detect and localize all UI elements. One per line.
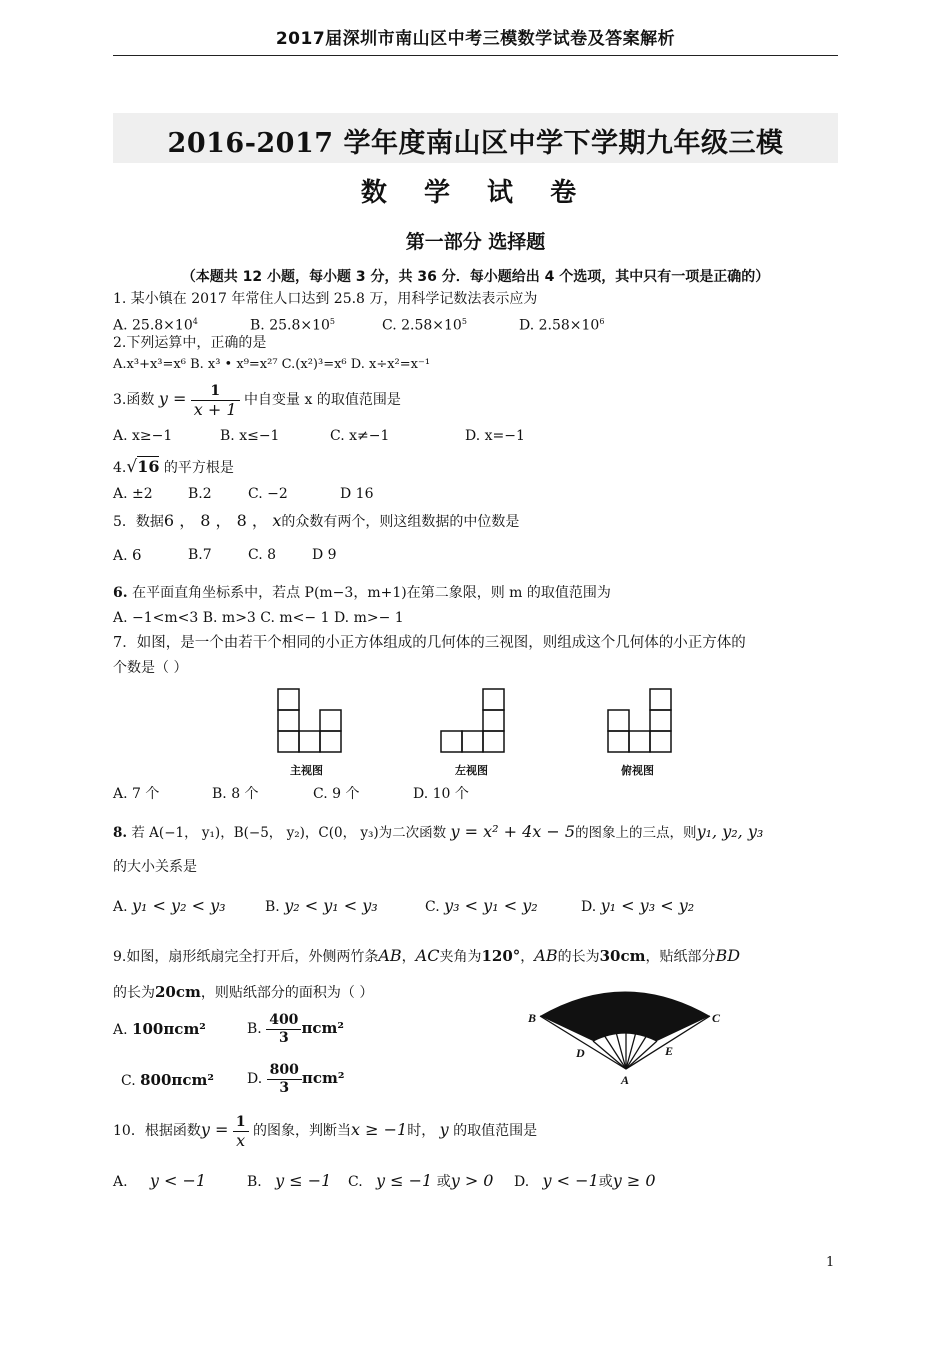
q7-three-views-figure: [270, 686, 690, 756]
q3-option-d: D. x=−1: [465, 428, 525, 444]
section-title: 第一部分 选择题: [405, 231, 546, 253]
q5-option-c: C. 8: [248, 547, 277, 563]
q3-option-a: A. x≥−1: [113, 428, 173, 444]
section-instructions: （本题共 12 小题，每小题 3 分，共 36 分．每小题给出 4 个选项，其中只有一项是正确的）: [181, 269, 770, 285]
q10-fraction: $\frac{1}{x}$: [233, 1114, 249, 1149]
q8-option-c: C. y₃ < y₁ < y₂: [425, 896, 538, 915]
q5-option-b: B.7: [188, 547, 212, 563]
q7-option-c: C. 9 个: [313, 786, 360, 802]
running-header: 2017届深圳市南山区中考三模数学试卷及答案解析: [275, 29, 676, 49]
q3-fraction: $\frac{1}{x + 1}$: [191, 383, 240, 418]
q9-option-b: B. $\frac{400}{3}$ πcm²: [247, 1011, 344, 1046]
q8-option-d: D. y₁ < y₃ < y₂: [581, 896, 695, 915]
exam-title: 2016-2017 学年度南山区中学下学期九年级三模: [167, 128, 784, 159]
q10-stem: 10．根据函数y = $\frac{1}{x}$ 的图象，判断当x ≥ −1时， y 的取值范围是: [113, 1113, 538, 1150]
q1-option-b: B. $25.8\times 10^5$: [250, 317, 335, 334]
q1-option-d: D. $2.58\times 10^6$: [519, 317, 605, 334]
left-view-grid: [441, 689, 504, 752]
top-view-caption: 俯视图: [621, 764, 654, 777]
q3-option-b: B. x≤−1: [220, 428, 280, 444]
exam-subject: 数 学 试 卷: [360, 178, 591, 208]
q9-stem-line2: 的长为20cm，则贴纸部分的面积为（ ）: [113, 983, 374, 1001]
q10-option-b: B. y ≤ −1: [247, 1171, 332, 1190]
q9-option-d: D. $\frac{800}{3}$ πcm²: [247, 1061, 345, 1096]
q7-option-d: D. 10 个: [413, 786, 469, 802]
left-view-caption: 左视图: [455, 764, 488, 777]
q7-stem-line1: 7．如图，是一个由若干个相同的小正方体组成的几何体的三视图，则组成这个几何体的小正方体的: [113, 635, 746, 651]
q1-option-c: C. $2.58\times 10^5$: [382, 317, 467, 334]
page-number: 1: [826, 1255, 835, 1270]
q4-option-c: C. −2: [248, 486, 288, 502]
front-view-grid: [278, 689, 341, 752]
q10-option-a: A. y < −1: [113, 1171, 207, 1190]
q6-options: A. −1<m<3 B. m>3 C. m<− 1 D. m>− 1: [113, 610, 404, 626]
q4-radicand: 16: [137, 457, 160, 476]
fan-label-a: A: [621, 1073, 630, 1087]
q3-stem: 3.函数 y = $\frac{1}{x + 1}$ 中自变量 x 的取值范围是: [113, 382, 401, 419]
top-view-grid: [608, 689, 671, 752]
q5-stem: 5．数据6 ， 8 ， 8 ， x的众数有两个，则这组数据的中位数是: [113, 511, 520, 530]
q8-option-a: A. y₁ < y₂ < y₃: [113, 896, 226, 915]
q2-options: A.x³+x³=x⁶ B. x³ • x⁹=x²⁷ C.(x²)³=x⁶ D. x÷x²=x⁻¹: [113, 357, 431, 372]
q4-stem: 4.√16 的平方根是: [113, 457, 234, 477]
q7-option-a: A. 7 个: [113, 786, 160, 802]
q1-option-a: A. $25.8\times 10^4$: [113, 317, 198, 334]
q4-option-b: B.2: [188, 486, 212, 502]
fan-label-b: B: [528, 1011, 537, 1025]
q4-option-a: A. ±2: [113, 486, 153, 502]
q4-option-d: D 16: [340, 486, 374, 502]
fan-label-e: E: [665, 1044, 674, 1058]
q9-fan-figure: [520, 985, 730, 1090]
q2-stem: 2.下列运算中，正确的是: [113, 335, 267, 351]
q8-stem: 8. 若 A(−1， y₁)，B(−5， y₂)，C(0， y₃)为二次函数 y = x² + 4x − 5的图象上的三点，则y₁, y₂, y₃: [113, 822, 764, 841]
q1-stem: 1. 某小镇在 2017 年常住人口达到 25.8 万，用科学记数法表示应为: [113, 291, 538, 307]
q7-stem-line2: 个数是（ ）: [113, 660, 188, 676]
fan-label-c: C: [712, 1011, 721, 1025]
q3-option-c: C. x≠−1: [330, 428, 390, 444]
q9-stem-line1: 9.如图，扇形纸扇完全打开后，外侧两竹条AB，AC夹角为120°，AB的长为30cm，贴纸部分BD: [113, 946, 741, 965]
front-view-caption: 主视图: [290, 764, 323, 777]
q8-stem-line2: 的大小关系是: [113, 859, 197, 875]
fan-label-d: D: [576, 1046, 585, 1060]
q5-option-d: D 9: [312, 547, 337, 563]
q7-option-b: B. 8 个: [212, 786, 259, 802]
q9-option-c: C. 800πcm²: [121, 1071, 214, 1089]
q5-option-a: A. 6: [113, 546, 142, 564]
q10-option-d: D. y < −1或y ≥ 0: [514, 1171, 656, 1190]
q9-option-a: A. 100πcm²: [113, 1020, 206, 1038]
q6-stem: 6. 在平面直角坐标系中，若点 P(m−3，m+1)在第二象限，则 m 的取值范围为: [113, 585, 611, 601]
q8-option-b: B. y₂ < y₁ < y₃: [265, 896, 378, 915]
header-rule: [113, 55, 838, 56]
q10-option-c: C. y ≤ −1 或y > 0: [348, 1171, 494, 1190]
